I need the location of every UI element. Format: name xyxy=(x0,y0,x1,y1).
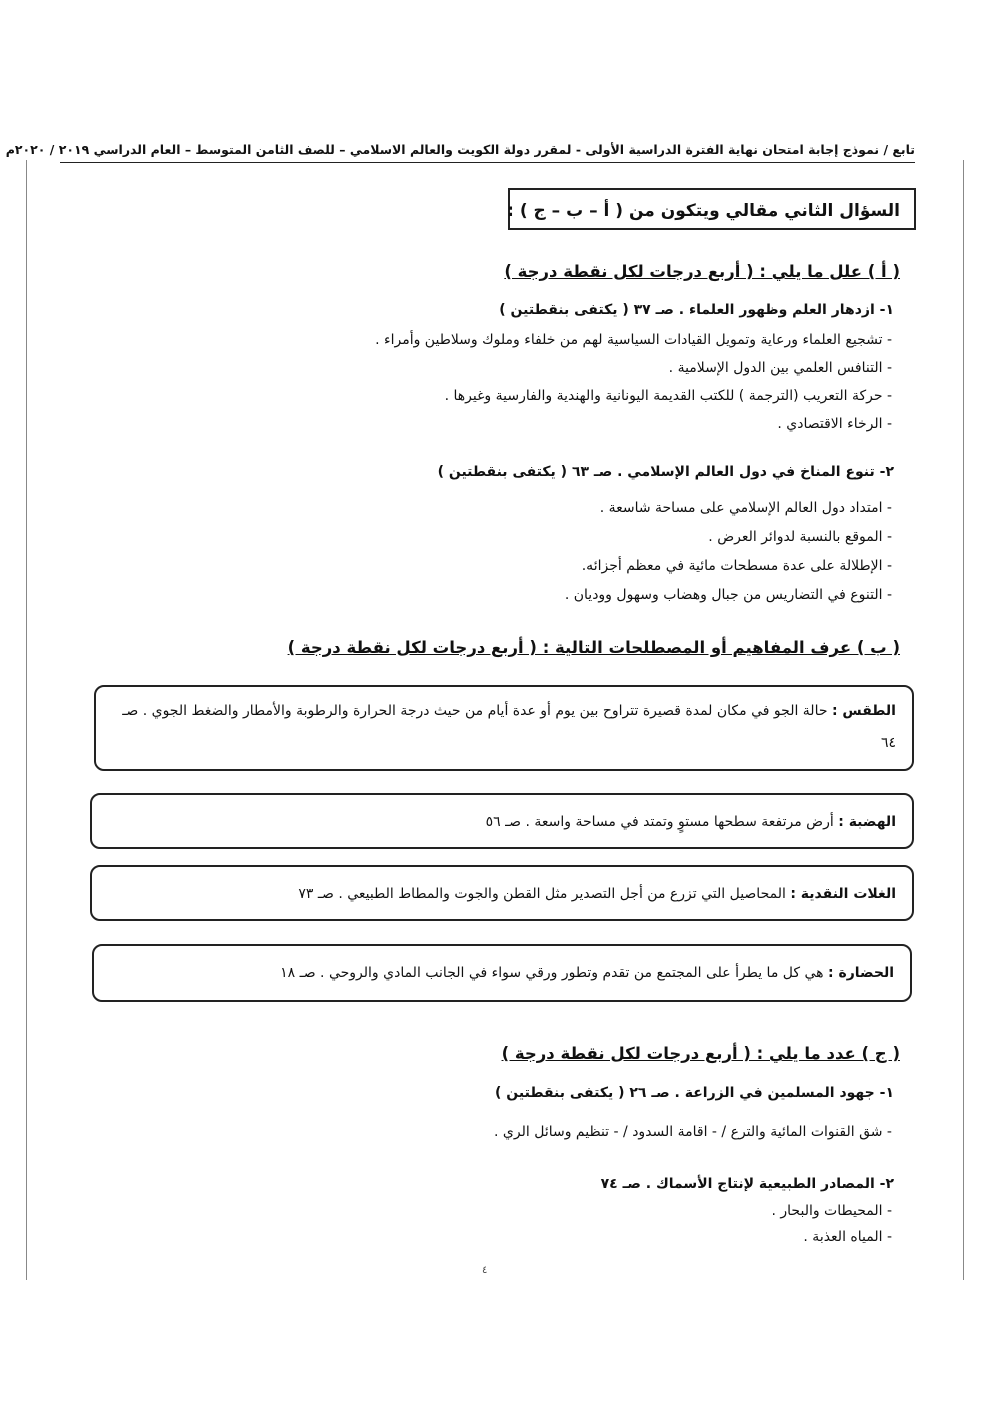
definition-box xyxy=(90,793,914,849)
definition-box xyxy=(94,685,914,771)
page-mark: ٤ xyxy=(482,1265,488,1276)
section-a-item2-title: ٢- تنوع المناخ في دول العالم الإسلامي . صـ ٦٣ ( يكتفى بنقطتين ) xyxy=(437,464,894,480)
section-c-item2-point: - المياه العذبة . xyxy=(803,1229,892,1245)
section-a-item2-point: - الإطلالة على عدة مسطحات مائية في معظم أجزائه. xyxy=(581,558,892,574)
right-margin-line xyxy=(963,160,964,1280)
section-c-item2-point: - المحيطات والبحار . xyxy=(771,1203,892,1219)
section-a-item2-point: - امتداد دول العالم الإسلامي على مساحة شاسعة . xyxy=(599,500,892,516)
definition-text: المحاصيل التي تزرع من أجل التصدير مثل القطن والجوت والمطاط الطبيعي . صـ ٧٣ xyxy=(298,886,791,902)
definition-text: حالة الجو في مكان لمدة قصيرة تتراوح بين يوم أو عدة أيام من حيث درجة الحرارة والرطوبة والأمطار والضغط الجوي . صـ ٦٤ xyxy=(122,703,896,751)
section-a-item1-title: ١- ازدهار العلم وظهور العلماء . صـ ٣٧ ( يكتفى بنقطتين ) xyxy=(499,302,894,318)
section-a-item1-point: - الرخاء الاقتصادي . xyxy=(777,416,892,432)
page-header: تابع / نموذج إجابة امتحان نهاية الفترة الدراسية الأولى - لمقرر دولة الكويت والعالم الاسلامي – للصف الثامن المتوسط – العام الدراسي ٢٠١٩ / ٢٠٢٠م xyxy=(60,140,915,163)
section-a-item1-point: - تشجيع العلماء ورعاية وتمويل القيادات السياسية لهم من خلفاء وملوك وسلاطين وأمراء . xyxy=(375,332,892,348)
section-c-item2-title: ٢- المصادر الطبيعية لإنتاج الأسماك . صـ ٧٤ xyxy=(600,1176,894,1192)
definition-term: الحضارة : xyxy=(828,965,894,981)
definition-text: هي كل ما يطرأ على المجتمع من تقدم وتطور ورقي سواء في الجانب المادي والروحي . صـ ١٨ xyxy=(280,965,828,981)
definition-box xyxy=(90,865,914,921)
section-b-title: ( ب ) عرف المفاهيم أو المصطلحات التالية : ( أربع درجات لكل نقطة درجة ) xyxy=(287,638,900,657)
section-a-title: ( أ ) علل ما يلي : ( أربع درجات لكل نقطة درجة ) xyxy=(504,262,900,281)
section-a-item2-point: - الموقع بالنسبة لدوائر العرض . xyxy=(708,529,892,545)
section-a-item1-point: - التنافس العلمي بين الدول الإسلامية . xyxy=(668,360,892,376)
definition-term: الهضبة : xyxy=(838,814,896,830)
section-c-title: ( ج ) عدد ما يلي : ( أربع درجات لكل نقطة درجة ) xyxy=(501,1044,900,1063)
section-a-item2-point: - التنوع في التضاريس من جبال وهضاب وسهول ووديان . xyxy=(564,587,892,603)
question-title-box: السؤال الثاني مقالي ويتكون من ( أ – ب – ج ) : xyxy=(508,188,916,230)
definition-term: الطقس : xyxy=(831,703,896,719)
section-c-item1-line: - شق القنوات المائية والترع / - اقامة السدود / - تنظيم وسائل الري . xyxy=(494,1124,892,1140)
definition-term: الغلات النقدية : xyxy=(790,886,896,902)
definition-box xyxy=(92,944,912,1002)
left-margin-line xyxy=(26,160,27,1280)
section-c-item1-title: ١- جهود المسلمين في الزراعة . صـ ٢٦ ( يكتفى بنقطتين ) xyxy=(495,1085,894,1101)
definition-text: أرض مرتفعة سطحها مستوٍ وتمتد في مساحة واسعة . صـ ٥٦ xyxy=(485,814,839,830)
section-a-item1-point: - حركة التعريب (الترجمة ) للكتب القديمة اليونانية والهندية والفارسية وغيرها . xyxy=(444,388,892,404)
